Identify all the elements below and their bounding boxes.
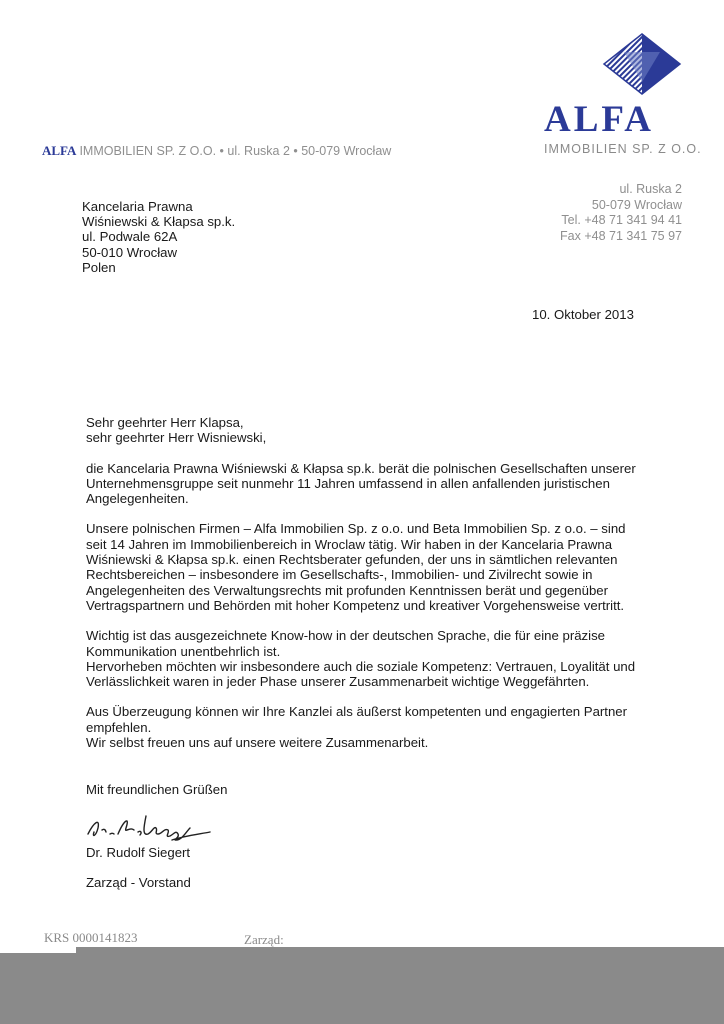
salutation-line: Sehr geehrter Herr Klapsa, bbox=[86, 415, 244, 430]
contact-block bbox=[560, 182, 682, 244]
paragraph: Unsere polnischen Firmen – Alfa Immobilien Sp. z o.o. und Beta Immobilien Sp. z o.o. – sind seit 14 Jahren im Immobilienbereich in Wroclaw tätig. Wir haben in der Kancelaria Prawna Wiśniewski & Kłapsa sp.k. einen Rechtsberater gefunden, der uns in sämtlichen relevanten Rechtsbereichen – insbesondere im Gesellschafts-, Immobilien- und Zivilrecht sowie in Angelegenheiten des Verwaltungsrechts mit profunden Kenntnissen berät und gegenüber Vertragspartnern und Behörden mit hoher Kompetenz und kreativer Vorgehensweise vertritt. bbox=[86, 521, 626, 613]
letter-body bbox=[86, 415, 646, 765]
paragraph: Wichtig ist das ausgezeichnete Know-how in der deutschen Sprache, die für eine präzise Kommunikation unentbehrlich ist. bbox=[86, 628, 606, 659]
contact-line: ul. Ruska 2 bbox=[619, 182, 682, 196]
paragraph: Wir selbst freuen uns auf unsere weitere Zusammenarbeit. bbox=[86, 735, 429, 751]
scan-band-notch bbox=[0, 947, 76, 953]
contact-line: Tel. +48 71 341 94 41 bbox=[561, 213, 682, 228]
logo-subtitle: IMMOBILIEN SP. Z O.O. bbox=[544, 142, 702, 156]
scan-bottom-band bbox=[0, 947, 724, 1024]
logo-wordmark: ALFA bbox=[544, 99, 654, 140]
recipient-line: Wiśniewski & Kłapsa sp.k. bbox=[82, 214, 236, 230]
paragraph: Aus Überzeugung können wir Ihre Kanzlei als äußerst kompetenten und engagierten Partner empfehlen. bbox=[86, 704, 628, 735]
salutation bbox=[86, 415, 646, 446]
sender-line bbox=[42, 143, 391, 159]
footer-board-label: Zarząd: bbox=[244, 932, 284, 947]
recipient-line: Polen bbox=[82, 259, 116, 275]
closing: Mit freundlichen Grüßen bbox=[86, 782, 228, 797]
signer-title: Zarząd - Vorstand bbox=[86, 875, 191, 890]
paragraph: Hervorheben möchten wir insbesondere auch die soziale Kompetenz: Vertrauen, Loyalität und Verlässlichkeit waren in jeder Phase unserer Zusammenarbeit wichtige Weggefährten. bbox=[86, 658, 636, 690]
diamond-logo-icon bbox=[604, 34, 680, 94]
handwritten-signature bbox=[84, 804, 214, 848]
recipient-line: Kancelaria Prawna bbox=[82, 199, 193, 214]
paragraph: die Kancelaria Prawna Wiśniewski & Kłapsa sp.k. berät die polnischen Gesellschaften unserer Unternehmensgruppe seit nunmehr 11 Jahren umfassend in allen anfallenden juristischen Angelegenheiten. bbox=[86, 460, 636, 507]
signer-name: Dr. Rudolf Siegert bbox=[86, 845, 191, 860]
footer-krs: KRS 0000141823 bbox=[44, 930, 138, 945]
recipient-line: 50-010 Wrocław bbox=[82, 244, 178, 260]
sender-brand: ALFA bbox=[42, 143, 77, 158]
contact-line: Fax +48 71 341 75 97 bbox=[560, 228, 682, 243]
letter-date: 10. Oktober 2013 bbox=[532, 307, 634, 322]
recipient-line: ul. Podwale 62A bbox=[82, 229, 178, 245]
contact-line: 50-079 Wrocław bbox=[591, 197, 682, 212]
salutation-line: sehr geehrter Herr Wisniewski, bbox=[86, 430, 267, 446]
recipient-address bbox=[82, 199, 235, 275]
sender-address: IMMOBILIEN SP. Z O.O. • ul. Ruska 2 • 50-079 Wrocław bbox=[79, 144, 392, 158]
